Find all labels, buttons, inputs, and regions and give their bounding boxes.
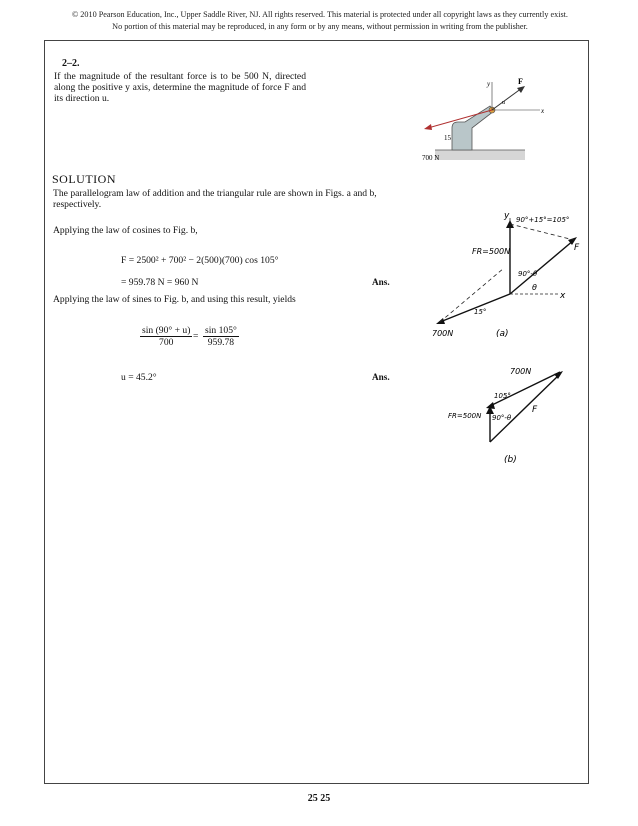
- page-number: 25 25: [307, 793, 331, 804]
- diagram-a-dashed-side-2: [510, 224, 574, 240]
- diagram-a-angle-15: 15°: [474, 308, 487, 316]
- diagram-b-angle-mid: 90°-θ: [492, 414, 512, 422]
- sines-lhs: [140, 325, 192, 348]
- ground: [435, 150, 525, 160]
- diagram-b-f-label: F: [532, 405, 538, 415]
- sines-intro: Applying the law of sines to Fig. b, and using this result, yields: [53, 294, 296, 305]
- diagram-a-angle-mid: 90°-θ: [518, 270, 538, 278]
- equation-cosines: F = 2500² + 700² − 2(500)(700) cos 105°: [121, 255, 279, 266]
- copyright-notice: [30, 9, 610, 33]
- force-f-line: [492, 88, 522, 110]
- diagram-a-dashed-side-1: [440, 268, 504, 322]
- sines-equals: =: [193, 331, 199, 342]
- sines-lhs-denominator: 700: [159, 337, 174, 348]
- force-f-arrowhead: [517, 86, 525, 93]
- problem-number: 2–2.: [62, 58, 80, 69]
- diagram-a-f-label: F: [574, 243, 580, 253]
- problem-figure: [410, 78, 560, 168]
- diagram-a-angle-top: 90°+15°=105°: [516, 216, 570, 224]
- cosines-intro: Applying the law of cosines to Fig. b,: [53, 225, 198, 236]
- angle-u-label: u: [502, 100, 505, 106]
- diagram-a-x-label: x: [560, 291, 566, 301]
- diagram-a-fr-label: FR=500N: [472, 247, 511, 256]
- diagram-b-f-line: [490, 374, 560, 442]
- bracket: [452, 106, 494, 150]
- x-axis-label: x: [541, 107, 545, 115]
- equation-angle-result: u = 45.2°: [121, 372, 157, 383]
- solution-heading: SOLUTION: [52, 172, 116, 186]
- answer-label-2: Ans.: [372, 372, 390, 382]
- sines-rhs-numerator: sin 105°: [205, 325, 237, 336]
- answer-label-1: Ans.: [372, 277, 390, 287]
- diagram-a-700-arrowhead: [436, 318, 445, 324]
- force-700-label: 700 N: [422, 154, 440, 162]
- copyright-line-1: © 2010 Pearson Education, Inc., Upper Saddle River, NJ. All rights reserved. This material is protected under all copyright laws as they currently exist.: [72, 10, 568, 19]
- y-axis-label: y: [487, 80, 491, 88]
- diagram-b-fr-label: FR=500N: [448, 412, 482, 420]
- diagram-a-y-label: y: [504, 211, 510, 221]
- diagram-b-angle-105: 105°: [494, 392, 511, 400]
- diagram-a-f-line: [510, 240, 574, 294]
- diagram-a: [428, 210, 588, 350]
- angle-15-label: 15: [444, 134, 451, 142]
- diagram-b-700-label: 700N: [510, 367, 532, 376]
- diagram-b: [448, 362, 578, 470]
- diagram-a-caption: (a): [496, 329, 509, 339]
- problem-statement: If the magnitude of the resultant force is to be 500 N, directed along the positive y axis, determine the magnitude of force F and its direction u.: [54, 71, 306, 104]
- solution-intro: The parallelogram law of addition and the triangular rule are shown in Figs. a and b, respectively.: [53, 188, 377, 210]
- force-700-arrowhead: [424, 124, 432, 130]
- diagram-b-caption: (b): [504, 455, 517, 465]
- sines-rhs-denominator: 959.78: [207, 337, 235, 348]
- diagram-a-theta: θ: [532, 283, 537, 292]
- sines-rhs: [203, 325, 239, 348]
- copyright-line-2: No portion of this material may be reproduced, in any form or by any means, without permission in writing from the publisher.: [112, 22, 528, 31]
- diagram-b-700-line: [490, 372, 560, 406]
- force-f-label: F: [518, 77, 523, 86]
- diagram-a-700-label: 700N: [432, 329, 454, 338]
- sines-lhs-numerator: sin (90° + u): [142, 325, 191, 336]
- equation-f-result: = 959.78 N = 960 N: [121, 277, 199, 288]
